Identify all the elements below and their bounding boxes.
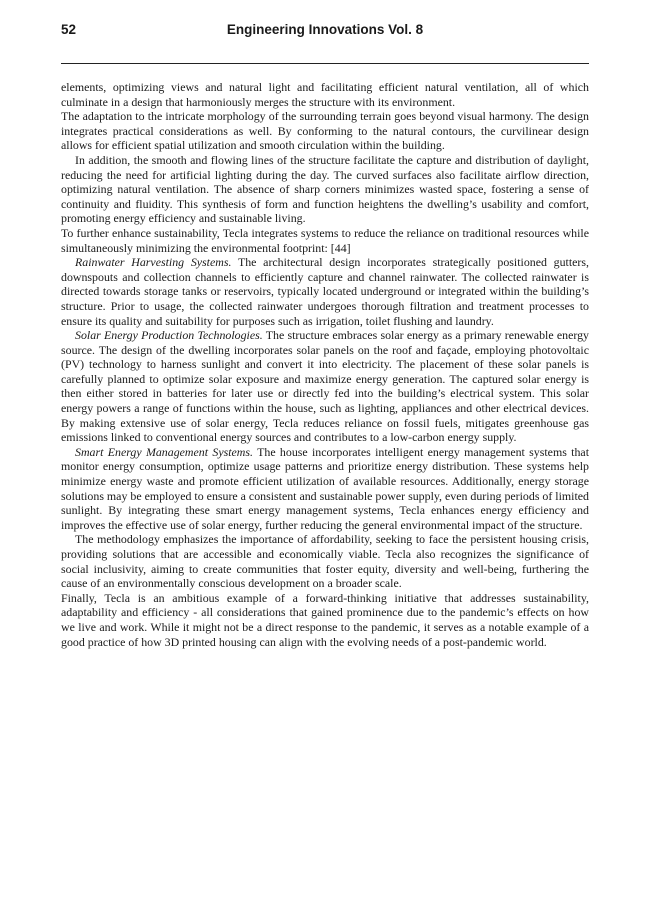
paragraph-text: In addition, the smooth and flowing lines of the structure facilitate the capture and distribution of daylight, reducing the need for artificial lighting during the day. The curved surfaces also facilitate airflow direction, optimizing natural ventilation. The absence of sharp corners minimizes wasted space, fostering a sense of continuity and fluidity. This synthesis of form and function heightens the dwelling’s usability and comfort, promoting energy efficiency and sustainable living. (61, 152, 589, 226)
page-number: 52 (61, 22, 77, 37)
paragraph (61, 109, 589, 153)
paragraph-text: To further enhance sustainability, Tecla integrates systems to reduce the reliance on traditional resources while simultaneously minimizing the environmental footprint: [44] (61, 225, 589, 255)
paragraph (61, 532, 589, 590)
paragraph-lead: Rainwater Harvesting Systems. (75, 255, 232, 270)
paragraph (61, 328, 589, 445)
paragraph (61, 80, 589, 109)
paragraph-text: The methodology emphasizes the importance of affordability, seeking to face the persistent housing crisis, providing solutions that are accessible and economically viable. Tecla also recognizes the significance of social inclusivity, aiming to create communities that foster equity, diversity and well-being, furthering the cause of an environmentally conscious development on a broader scale. (61, 532, 589, 591)
paragraph-text: Finally, Tecla is an ambitious example of a forward-thinking initiative that addresses sustainability, adaptability and efficiency - all considerations that gained prominence due to the pandemic’s effects on how we live and work. While it might not be a direct response to the pandemic, it serves as a notable example of a good practice of how 3D printed housing can align with the evolving needs of a post-pandemic world. (61, 590, 589, 649)
paragraph-text: The architectural design incorporates strategically positioned gutters, downspouts and collection channels to efficiently capture and channel rainwater. The collected rainwater is directed towards storage tanks or reservoirs, typically located underground or integrated within the building’s structure. Prior to usage, the collected rainwater undergoes thorough filtration and treatment processes to ensure its quality and suitability for purposes such as irrigation, toilet flushing and laundry. (61, 255, 589, 328)
paragraph (61, 153, 589, 226)
running-header (61, 22, 589, 44)
paragraph-text: elements, optimizing views and natural light and facilitating efficient natural ventilation, all of which culminate in a design that harmoniously merges the structure with its environment. (61, 80, 589, 109)
paragraph-text: The house incorporates intelligent energy management systems that monitor energy consumption, optimize usage patterns and prioritize energy distribution. These systems help minimize energy waste and promote efficient utilization of available resources. Additionally, energy storage solutions may be employed to ensure a consistent and sustainable power supply, even during periods of limited sunlight. By integrating these smart energy management systems, Tecla enhances energy efficiency and improves the effective use of solar energy, further reducing the general environmental impact of the structure. (61, 444, 589, 532)
header-rule (61, 63, 589, 64)
paragraph-lead: Solar Energy Production Technologies. (75, 328, 263, 343)
journal-title: Engineering Innovations Vol. 8 (226, 22, 424, 37)
paragraph (61, 255, 589, 328)
paragraph-text: The adaptation to the intricate morphology of the surrounding terrain goes beyond visual harmony. The design integrates practical considerations as well. By conforming to the natural contours, the curvilinear design allows for efficient spatial utilization and smooth circulation within the building. (61, 109, 589, 153)
paragraph (61, 226, 589, 255)
body-text (61, 80, 589, 649)
paragraph (61, 591, 589, 649)
paragraph-lead: Smart Energy Management Systems. (75, 444, 253, 459)
paragraph-text: The structure embraces solar energy as a primary renewable energy source. The design of the dwelling incorporates solar panels on the roof and façade, employing photovoltaic (PV) technology to harness sunlight and convert it into electricity. The placement of these solar panels is carefully planned to optimize solar exposure and maximize energy generation. The captured solar energy is then either stored in batteries for later use or directly fed into the building’s electrical system. This solar energy powers a range of functions within the house, such as lighting, appliances and other electrical devices. By making extensive use of solar energy, Tecla reduces reliance on fossil fuels, mitigates greenhouse gas emissions linked to conventional energy sources and contributes to a low-carbon energy supply. (61, 328, 589, 445)
paragraph (61, 445, 589, 533)
